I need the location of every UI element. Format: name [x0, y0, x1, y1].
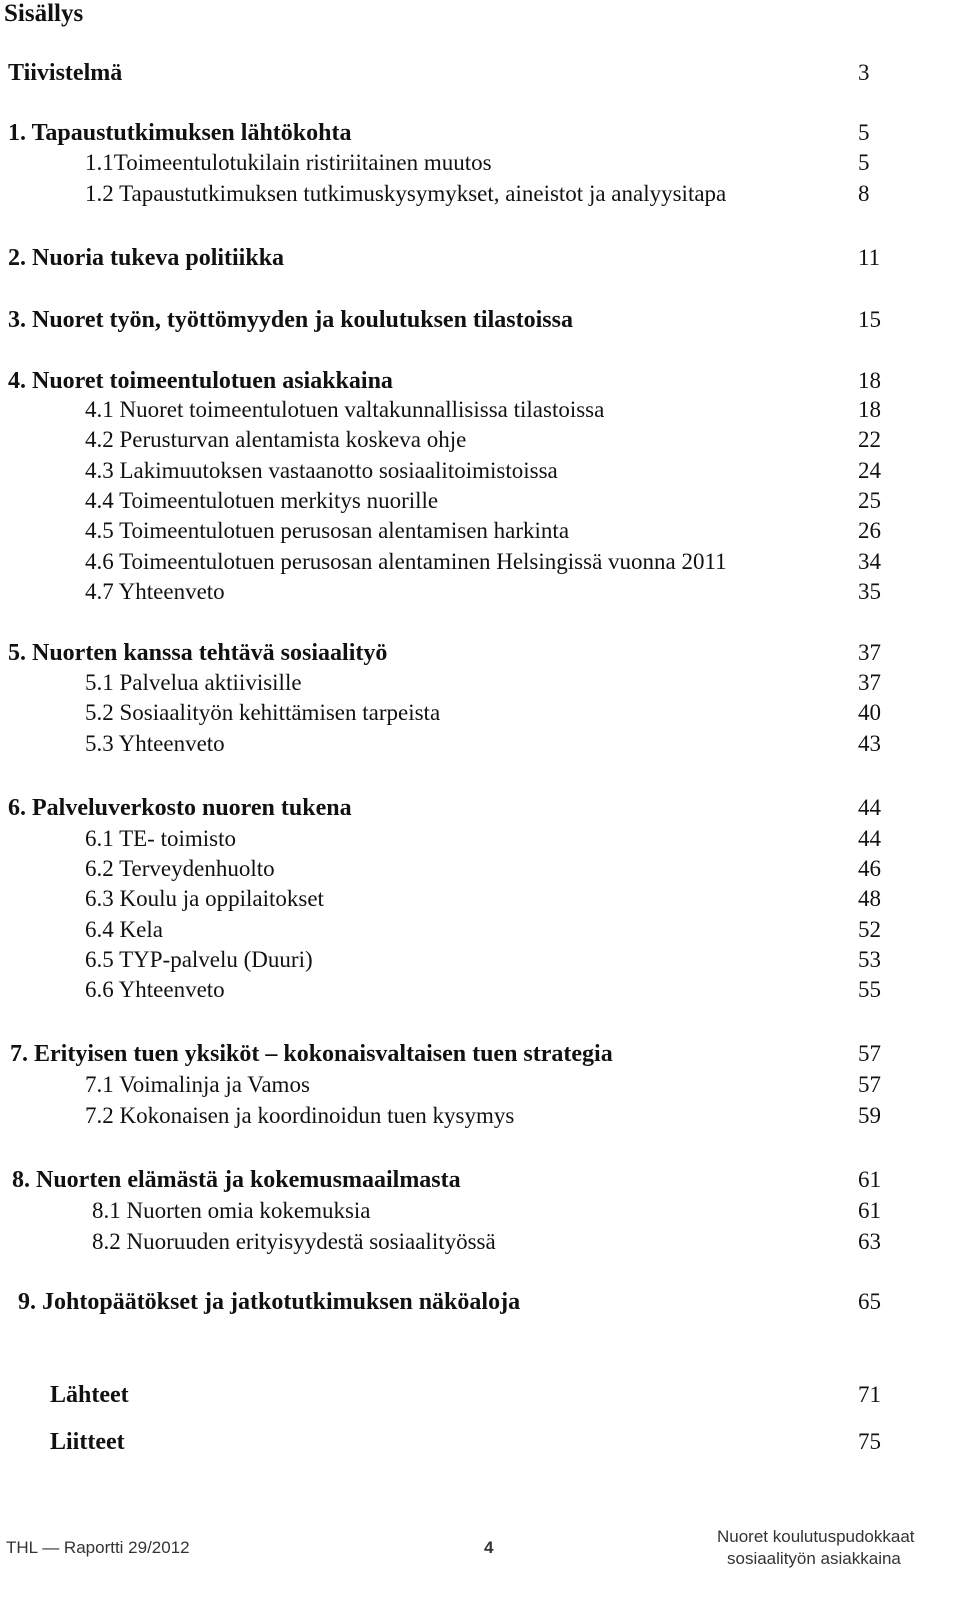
toc-page-number[interactable]: 5 [858, 120, 870, 145]
toc-page-number[interactable]: 25 [858, 488, 881, 513]
toc-section-title[interactable]: 4.1 Nuoret toimeentulotuen valtakunnallisissa tilastoissa [85, 397, 605, 422]
toc-page-number[interactable]: 44 [858, 826, 881, 851]
footer-title-line1: Nuoret koulutuspudokkaat [717, 1527, 915, 1546]
toc-section-title[interactable]: 7.2 Kokonaisen ja koordinoidun tuen kysymys [85, 1103, 515, 1128]
toc-chapter-title[interactable]: 1. Tapaustutkimuksen lähtökohta [8, 120, 352, 146]
toc-page-number[interactable]: 34 [858, 549, 881, 574]
toc-chapter-title[interactable]: 2. Nuoria tukeva politiikka [8, 245, 285, 271]
toc-page-number[interactable]: 35 [858, 579, 881, 604]
toc-section-title[interactable]: 6.4 Kela [85, 917, 163, 942]
footer-page-number: 4 [484, 1538, 494, 1557]
toc-page-number[interactable]: 65 [858, 1289, 881, 1314]
toc-section-title[interactable]: 4.6 Toimeentulotuen perusosan alentaminen Helsingissä vuonna 2011 [85, 549, 727, 574]
toc-page-number[interactable]: 8 [858, 181, 870, 206]
toc-page-number[interactable]: 37 [858, 640, 881, 665]
toc-page-number[interactable]: 61 [858, 1198, 881, 1223]
footer-report-id: THL — Raportti 29/2012 [6, 1538, 190, 1557]
toc-page-number[interactable]: 61 [858, 1167, 881, 1192]
toc-page-number[interactable]: 18 [858, 368, 881, 393]
toc-page-number[interactable]: 3 [858, 60, 870, 85]
toc-chapter-title[interactable]: 9. Johtopäätökset ja jatkotutkimuksen näköaloja [18, 1289, 521, 1315]
toc-page-number[interactable]: 46 [858, 856, 881, 881]
toc-page-number[interactable]: 55 [858, 977, 881, 1002]
toc-page-number[interactable]: 24 [858, 458, 881, 483]
toc-section-title[interactable]: 6.5 TYP-palvelu (Duuri) [85, 947, 313, 972]
toc-page-number[interactable]: 57 [858, 1072, 881, 1097]
toc-page-number[interactable]: 11 [858, 245, 881, 270]
toc-page-number[interactable]: 53 [858, 947, 881, 972]
toc-section-title[interactable]: 4.5 Toimeentulotuen perusosan alentamisen harkinta [85, 518, 570, 543]
toc-section-title[interactable]: 6.2 Terveydenhuolto [85, 856, 275, 881]
toc-chapter-title[interactable]: Liitteet [50, 1429, 125, 1455]
toc-title: Sisällys [4, 0, 84, 27]
toc-section-title[interactable]: 1.2 Tapaustutkimuksen tutkimuskysymykset, aineistot ja analyysitapa [85, 181, 727, 206]
toc-chapter-title[interactable]: Tiivistelmä [8, 60, 123, 86]
toc-section-title[interactable]: 4.4 Toimeentulotuen merkitys nuorille [85, 488, 439, 513]
toc-section-title[interactable]: 4.2 Perusturvan alentamista koskeva ohje [85, 427, 467, 452]
toc-page-number[interactable]: 71 [858, 1382, 881, 1407]
toc-section-title[interactable]: 6.6 Yhteenveto [85, 977, 225, 1002]
footer-title-line2: sosiaalityön asiakkaina [727, 1549, 901, 1568]
toc-section-title[interactable]: 5.2 Sosiaalityön kehittämisen tarpeista [85, 700, 441, 725]
toc-chapter-title[interactable]: Lähteet [50, 1382, 129, 1408]
toc-page-number[interactable]: 37 [858, 670, 881, 695]
toc-page-number[interactable]: 52 [858, 917, 881, 942]
toc-page-number[interactable]: 48 [858, 886, 881, 911]
toc-page-number[interactable]: 43 [858, 731, 881, 756]
toc-section-title[interactable]: 8.1 Nuorten omia kokemuksia [92, 1198, 371, 1223]
toc-section-title[interactable]: 5.3 Yhteenveto [85, 731, 225, 756]
toc-page-number[interactable]: 26 [858, 518, 881, 543]
toc-page-number[interactable]: 22 [858, 427, 881, 452]
toc-chapter-title[interactable]: 6. Palveluverkosto nuoren tukena [8, 795, 352, 821]
toc-section-title[interactable]: 4.7 Yhteenveto [85, 579, 225, 604]
toc-chapter-title[interactable]: 4. Nuoret toimeentulotuen asiakkaina [8, 368, 393, 394]
toc-page-number[interactable]: 59 [858, 1103, 881, 1128]
toc-section-title[interactable]: 7.1 Voimalinja ja Vamos [85, 1072, 310, 1097]
toc-section-title[interactable]: 1.1Toimeentulotukilain ristiriitainen muutos [85, 150, 492, 175]
toc-page-number[interactable]: 57 [858, 1041, 881, 1066]
toc-page-number[interactable]: 63 [858, 1229, 881, 1254]
toc-page-number[interactable]: 18 [858, 397, 881, 422]
toc-section-title[interactable]: 5.1 Palvelua aktiivisille [85, 670, 302, 695]
toc-page-number[interactable]: 44 [858, 795, 881, 820]
toc-section-title[interactable]: 6.3 Koulu ja oppilaitokset [85, 886, 324, 911]
toc-chapter-title[interactable]: 7. Erityisen tuen yksiköt – kokonaisvaltaisen tuen strategia [10, 1041, 613, 1067]
toc-page-number[interactable]: 75 [858, 1429, 881, 1454]
toc-page-number[interactable]: 5 [858, 150, 870, 175]
toc-chapter-title[interactable]: 8. Nuorten elämästä ja kokemusmaailmasta [12, 1167, 461, 1193]
toc-section-title[interactable]: 6.1 TE- toimisto [85, 826, 236, 851]
toc-chapter-title[interactable]: 3. Nuoret työn, työttömyyden ja koulutuksen tilastoissa [8, 307, 573, 333]
toc-section-title[interactable]: 4.3 Lakimuutoksen vastaanotto sosiaalitoimistoissa [85, 458, 558, 483]
toc-page-number[interactable]: 40 [858, 700, 881, 725]
toc-chapter-title[interactable]: 5. Nuorten kanssa tehtävä sosiaalityö [8, 640, 388, 666]
toc-section-title[interactable]: 8.2 Nuoruuden erityisyydestä sosiaalityössä [92, 1229, 496, 1254]
toc-page-number[interactable]: 15 [858, 307, 881, 332]
